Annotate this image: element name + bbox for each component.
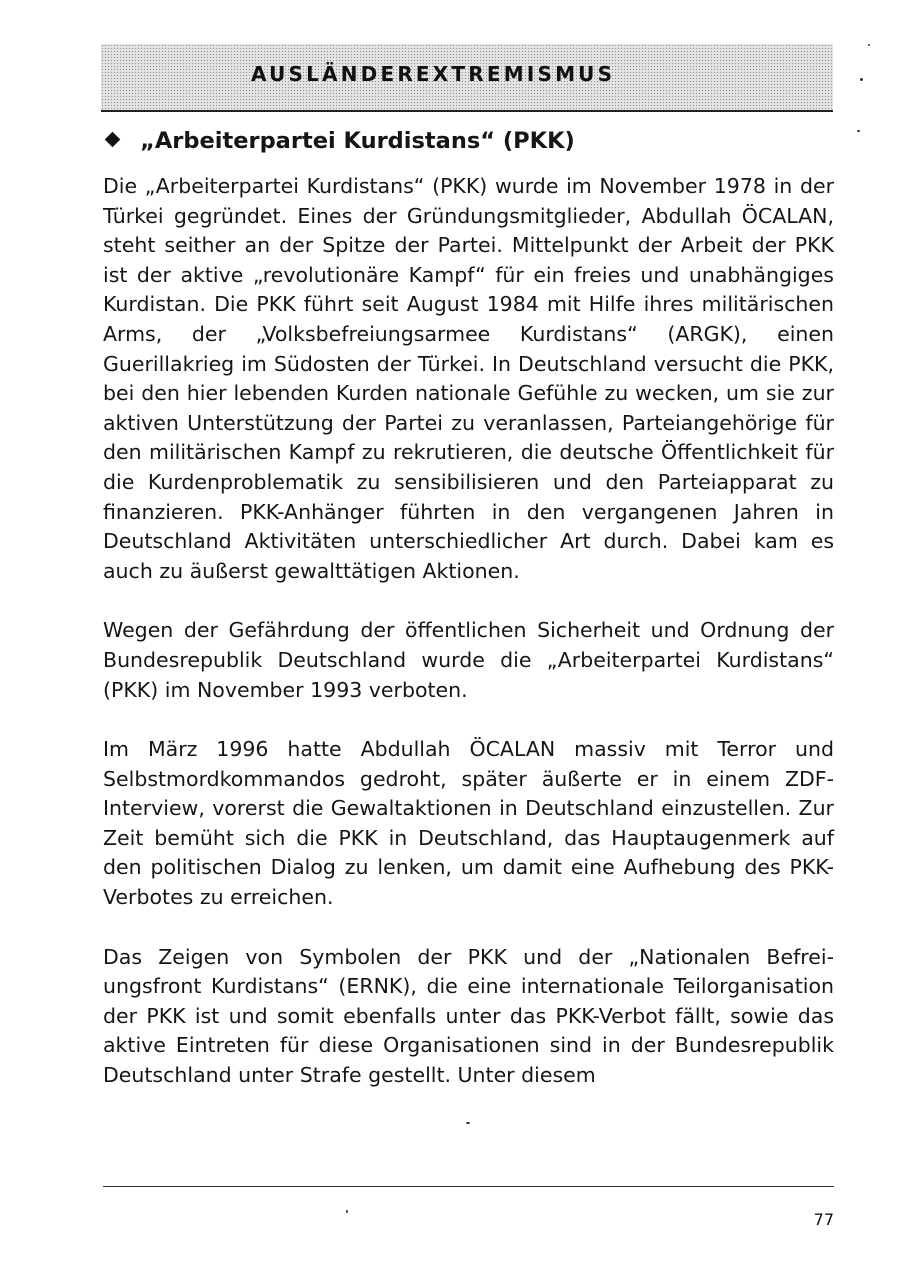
section-heading: „Arbeiterpartei Kurdistans“ (PKK) <box>140 128 575 154</box>
heading-row <box>103 128 575 154</box>
diamond-bullet-icon <box>105 131 121 147</box>
scan-speck <box>466 1122 470 1124</box>
body-text <box>103 172 834 1121</box>
section-label: AUSLÄNDEREXTREMISMUS <box>251 62 616 86</box>
header-divider <box>101 110 833 112</box>
footer-divider <box>103 1186 834 1187</box>
scan-speck <box>857 130 860 132</box>
scan-speck <box>860 78 863 81</box>
paragraph: Wegen der Gefährdung der öffentlichen Sicherheit und Ordnung der Bundesrepublik Deutschland wurde die „Arbeiterpartei Kurdistans“ (PKK) im November 1993 verboten. <box>103 618 834 702</box>
paragraph: Das Zeigen von Symbolen der PKK und der „Nationalen Befreiungsfront Kurdistans“ (ERNK), die eine internationale Teilorganisation der PKK ist und somit ebenfalls unter das PKK-Verbot fällt, sowie das aktive Eintreten für diese Organisationen sind in der Bundesrepublik Deutschland unter Strafe gestellt. Unter diesem <box>103 944 834 1088</box>
page-number: 77 <box>813 1210 834 1229</box>
scan-speck <box>346 1210 348 1213</box>
paragraph: Im März 1996 hatte Abdullah ÖCALAN massiv mit Terror und Selbstmordkommandos gedroht, später äußerte er in einem ZDF-Interview, vorerst die Gewaltaktionen in Deutschland einzustellen. Zur Zeit bemüht sich die PKK in Deutschland, das Hauptaugenmerk auf den politischen Dialog zu lenken, um damit eine Aufhebung des PKK-Verbotes zu erreichen. <box>103 737 834 910</box>
paragraph: Die „Arbeiterpartei Kurdistans“ (PKK) wurde im November 1978 in der Türkei gegründet. Eines der Gründungsmitglieder, Abdullah ÖCALAN, steht seither an der Spitze der Partei. Mittelpunkt der Arbeit der PKK ist der aktive „revolutionäre Kampf“ für ein freies und unabhängiges Kurdistan. Die PKK führt seit August 1984 mit Hilfe ihres militärischen Arms, der „Volksbefreiungsarmee Kurdistans“ (ARGK), einen Guerillakrieg im Südosten der Türkei. In Deutschland versucht die PKK, bei den hier lebenden Kurden nationale Gefühle zu wecken, um sie zur aktiven Unterstützung der Partei zu veranlassen, Parteiangehörige für den militärischen Kampf zu rekrutieren, die deutsche Öffentlichkeit für die Kurdenproblematik zu sensibilisieren und den Parteiapparat zu finanzieren. PKK-Anhänger führten in den vergangenen Jahren in Deutschland Aktivitäten unterschiedlicher Art durch. Dabei kam es auch zu äußerst gewalttätigen Aktionen. <box>103 174 834 583</box>
scan-speck <box>868 44 870 46</box>
